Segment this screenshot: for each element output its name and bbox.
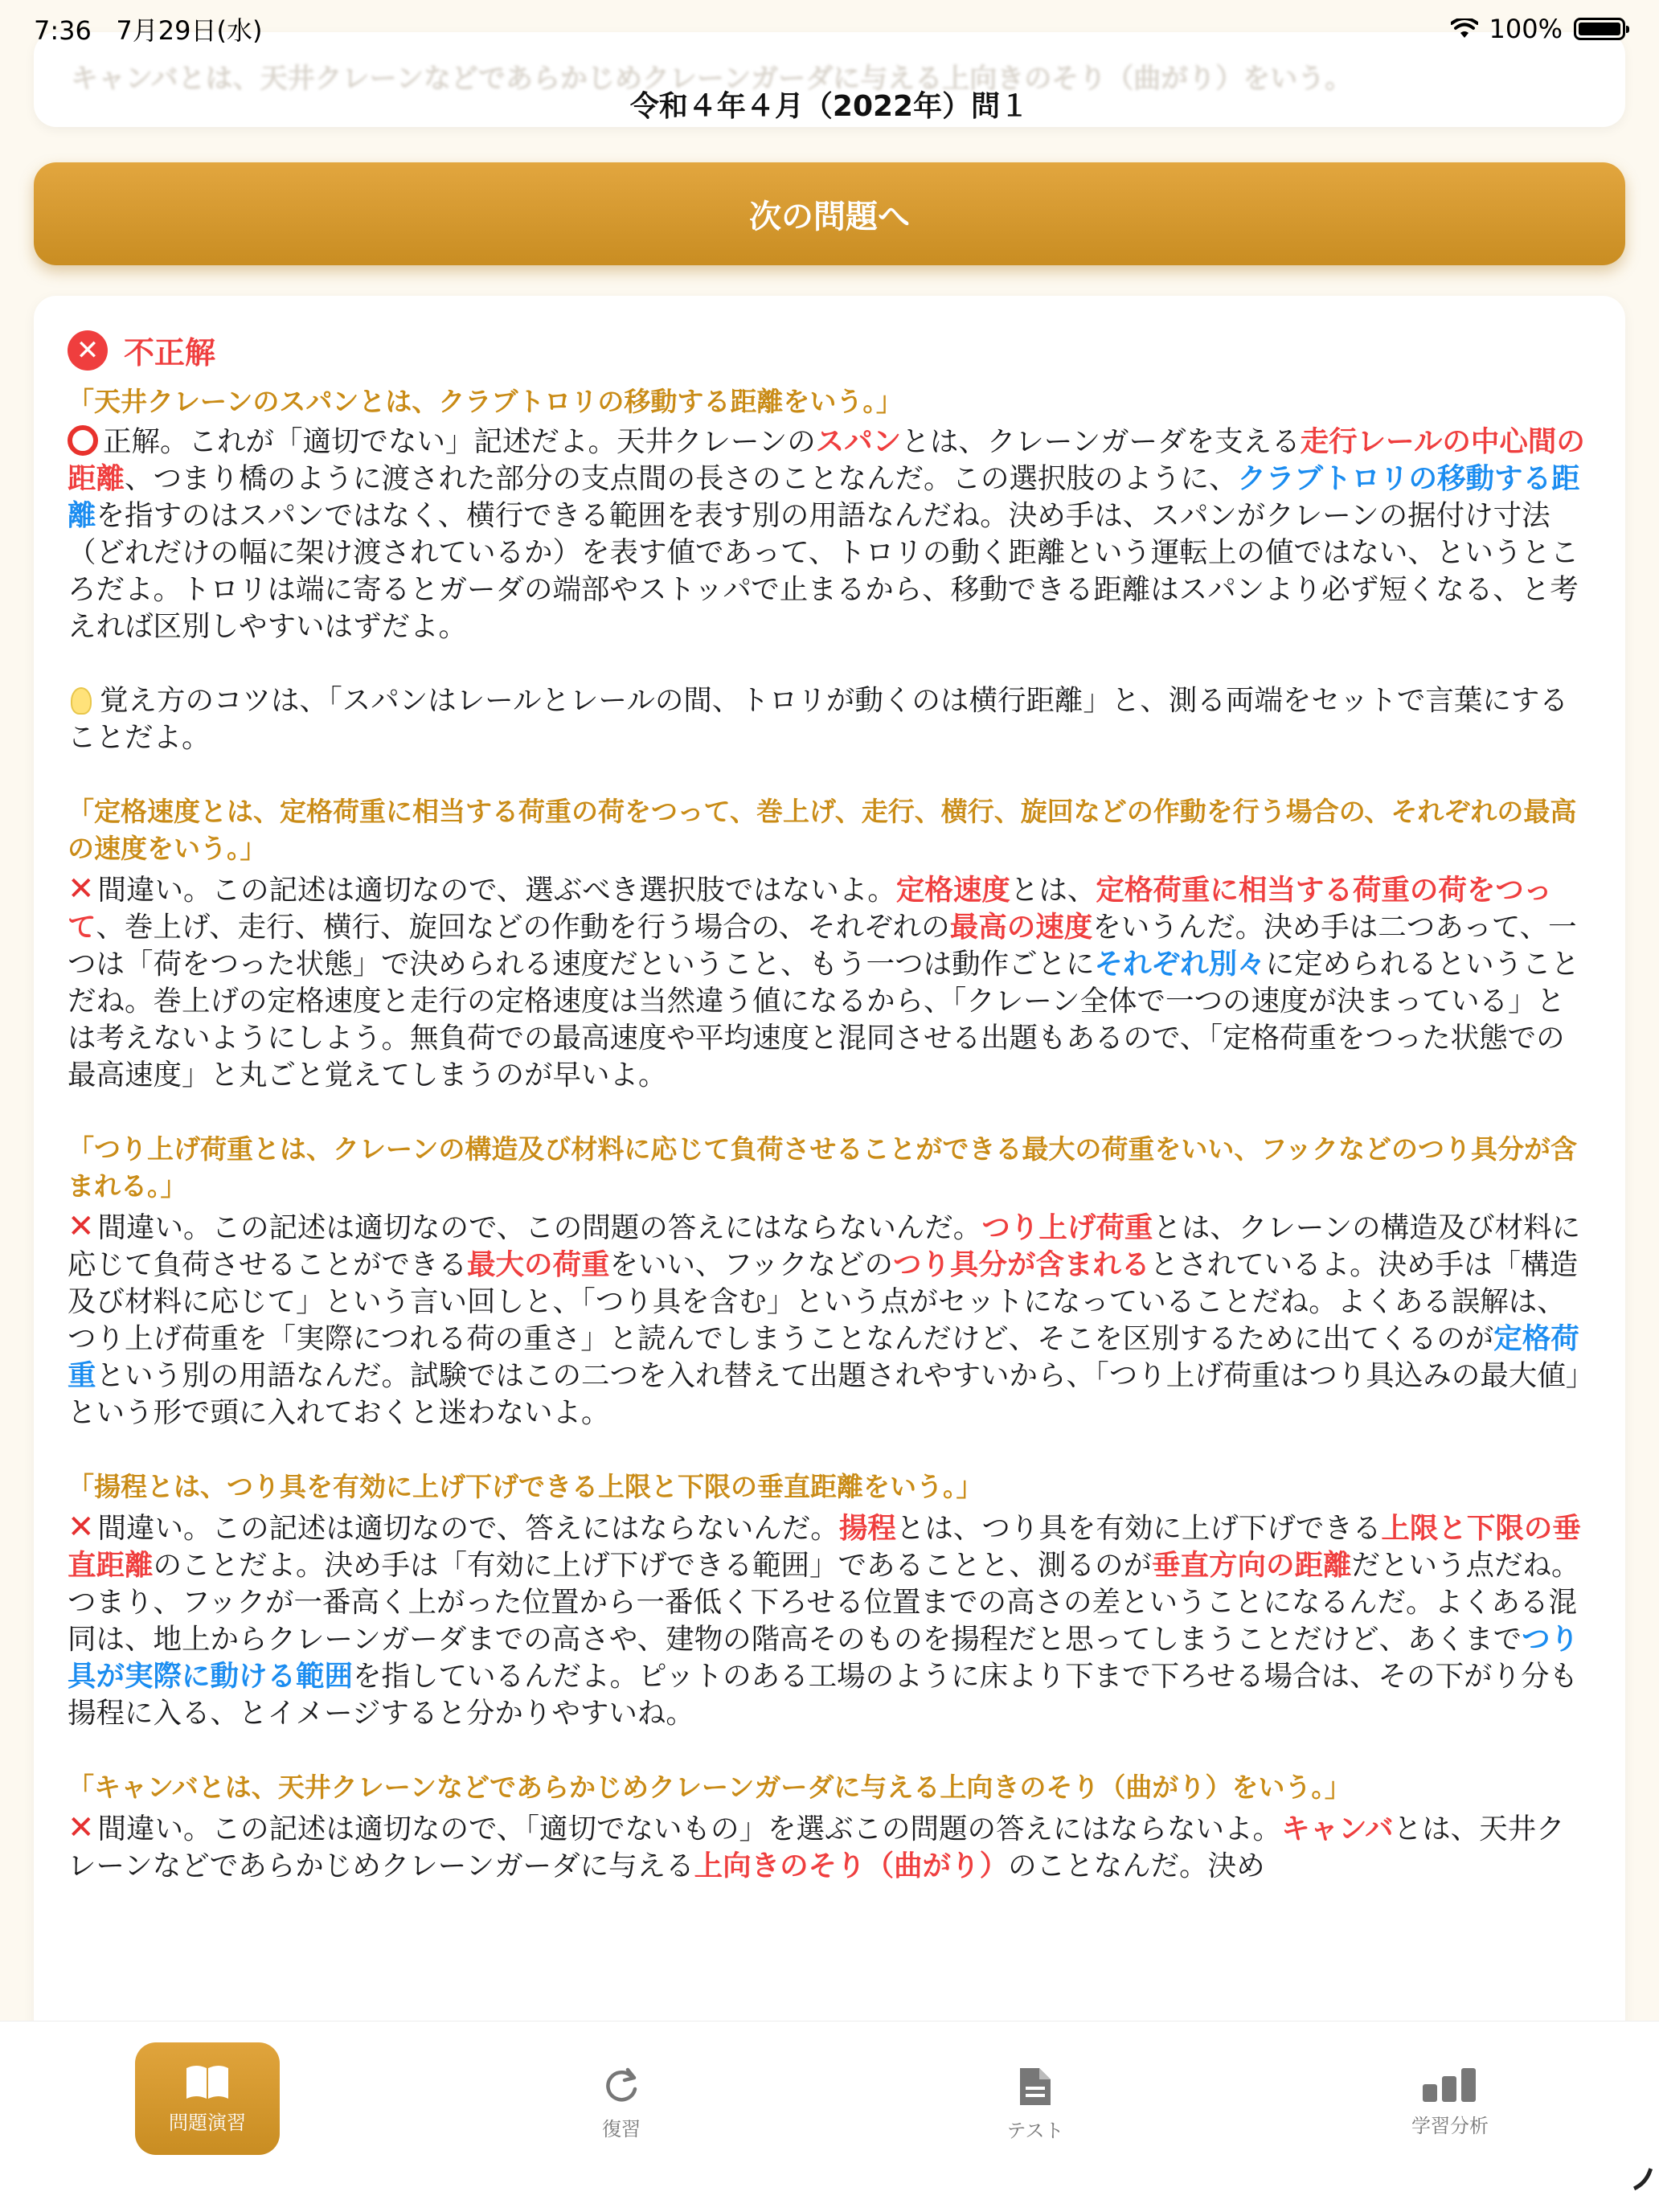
explanation-item <box>68 383 1591 756</box>
question-text-faded: キャンバとは、天井クレーンなどであらかじめクレーンガーダに与える上向きのそり（曲がり）をいう。 <box>71 63 1353 95</box>
document-icon <box>1017 2065 1054 2108</box>
choice-statement: 「つり上げ荷重とは、クレーンの構造及び材料に応じて負荷させることができる最大の荷重をいい、フックなどのつり具分が含まれる。」 <box>68 1133 1578 1202</box>
choice-statement: 「定格速度とは、定格荷重に相当する荷重の荷をつって、巻上げ、走行、横行、旋回などの作動を行う場合の、それぞれの最高の速度をいう。」 <box>68 796 1577 864</box>
bar-chart-icon <box>1421 2065 1479 2103</box>
battery-percentage: 100% <box>1489 14 1563 44</box>
cross-mark-icon: ✕ <box>68 870 95 907</box>
cross-mark-icon: ✕ <box>68 1509 95 1546</box>
choice-explanation: ✕ 間違い。この記述は適切なので、答えにはならないんだ。揚程とは、つり具を有効に上げ下げできる上限と下限の垂直距離のことだよ。決め手は「有効に上げ下げできる範囲」であることと、測るのが垂直方向の距離だという点だね。つまり、フックが一番高く上がった位置から一番低く下ろせる位置までの高さの差ということになるんだ。よくある混同は、地上からクレーンガーダまでの高さや、建物の階高そのものを揚程だと思ってしまうことだけど、あくまでつり具が実際に動ける範囲を指しているんだよ。ピットのある工場のように床より下まで下ろせる場合は、その下がり分も揚程に入る、とイメージすると分かりやすいね。 <box>68 1509 1581 1730</box>
choice-statement: 「キャンバとは、天井クレーンなどであらかじめクレーンガーダに与える上向きのそり（曲がり）をいう。」 <box>68 1772 1351 1803</box>
question-source: 令和４年４月（2022年）問１ <box>629 90 1030 123</box>
tab-review[interactable] <box>549 2042 694 2155</box>
status-bar <box>0 0 1659 58</box>
close-circle-icon: ✕ <box>68 330 108 371</box>
result-label: 不正解 <box>124 335 216 371</box>
tab-test[interactable] <box>963 2042 1108 2155</box>
choice-explanation: ✕ 間違い。この記述は適切なので、「適切でないもの」を選ぶこの問題の答えにはならないよ。キャンバとは、天井クレーンなどであらかじめクレーンガーダに与える上向きのそり（曲がり）のことなんだ。決め <box>68 1809 1565 1882</box>
tab-analytics[interactable] <box>1378 2042 1522 2155</box>
book-icon <box>183 2063 231 2100</box>
wifi-icon <box>1451 18 1478 39</box>
tab-label: 学習分析 <box>1411 2115 1489 2137</box>
correct-circle-icon <box>68 425 98 456</box>
status-time-date <box>34 10 262 47</box>
lightbulb-icon <box>71 687 92 715</box>
explanation-item <box>68 1469 1591 1732</box>
choice-statement: 「天井クレーンのスパンとは、クラブトロリの移動する距離をいう。」 <box>68 386 903 417</box>
explanation-card <box>34 296 1625 2212</box>
refresh-icon <box>600 2065 642 2107</box>
explanation-item <box>68 1769 1591 1885</box>
explanation-item <box>68 1131 1591 1432</box>
status-time: 7:36 <box>34 15 92 46</box>
home-indicator <box>1608 2157 1653 2202</box>
next-question-button[interactable]: 次の問題へ <box>34 162 1625 265</box>
tab-label: テスト <box>1006 2120 1064 2142</box>
status-date: 7月29日(水) <box>116 15 263 46</box>
tab-label: 問題演習 <box>169 2112 246 2134</box>
battery-icon <box>1574 18 1625 40</box>
tab-practice[interactable] <box>135 2042 280 2155</box>
tip-text: 覚え方のコツは、「スパンはレールとレールの間、トロリが動くのは横行距離」と、測る両端をセットで言葉にすることだよ。 <box>68 684 1568 754</box>
choice-explanation: 正解。これが「適切でない」記述だよ。天井クレーンのスパンとは、クレーンガーダを支える走行レールの中心間の距離、つまり橋のように渡された部分の支点間の長さのことなんだ。この選択肢のように、クラブトロリの移動する距離を指すのはスパンではなく、横行できる範囲を表す別の用語なんだね。決め手は、スパンがクレーンの据付け寸法（どれだけの幅に架け渡されているか）を表す値であって、トロリの動く距離という運転上の値ではない、というところだよ。トロリは端に寄るとガーダの端部やストッパで止まるから、移動できる距離はスパンより必ず短くなる、と考えれば区別しやすいはずだよ。 <box>68 425 1585 643</box>
result-verdict <box>68 328 1591 372</box>
explanation-item <box>68 793 1591 1094</box>
tab-bar <box>0 2021 1659 2212</box>
cross-mark-icon: ✕ <box>68 1208 95 1245</box>
tab-label: 復習 <box>602 2118 641 2140</box>
choice-statement: 「揚程とは、つり具を有効に上げ下げできる上限と下限の垂直距離をいう。」 <box>68 1471 983 1502</box>
status-indicators <box>1451 14 1625 44</box>
choice-explanation: ✕ 間違い。この記述は適切なので、この問題の答えにはならないんだ。つり上げ荷重とは、クレーンの構造及び材料に応じて負荷させることができる最大の荷重をいい、フックなどのつり具分が含まれるとされているよ。決め手は「構造及び材料に応じて」という言い回しと、「つり具を含む」という点がセットになっていることだね。よくある誤解は、つり上げ荷重を「実際につれる荷の重さ」と読んでしまうことなんだけど、そこを区別するために出てくるのが定格荷重という別の用語なんだ。試験ではこの二つを入れ替えて出題されやすいから、「つり上げ荷重はつり具込みの最大値」という形で頭に入れておくと迷わないよ。 <box>68 1208 1581 1429</box>
cross-mark-icon: ✕ <box>68 1809 95 1846</box>
choice-explanation: ✕ 間違い。この記述は適切なので、選ぶべき選択肢ではないよ。定格速度とは、定格荷重に相当する荷重の荷をつって、巻上げ、走行、横行、旋回などの作動を行う場合の、それぞれの最高の速度をいうんだ。決め手は二つあって、一つは「荷をつった状態」で決められる速度だということ、もう一つは動作ごとにそれぞれ別々に定められるということだね。巻上げの定格速度と走行の定格速度は当然違う値になるから、「クレーン全体で一つの速度が決まっている」とは考えないようにしよう。無負荷での最高速度や平均速度と混同させる出題もあるので、「定格荷重をつった状態での最高速度」と丸ごと覚えてしまうのが早いよ。 <box>68 870 1580 1092</box>
